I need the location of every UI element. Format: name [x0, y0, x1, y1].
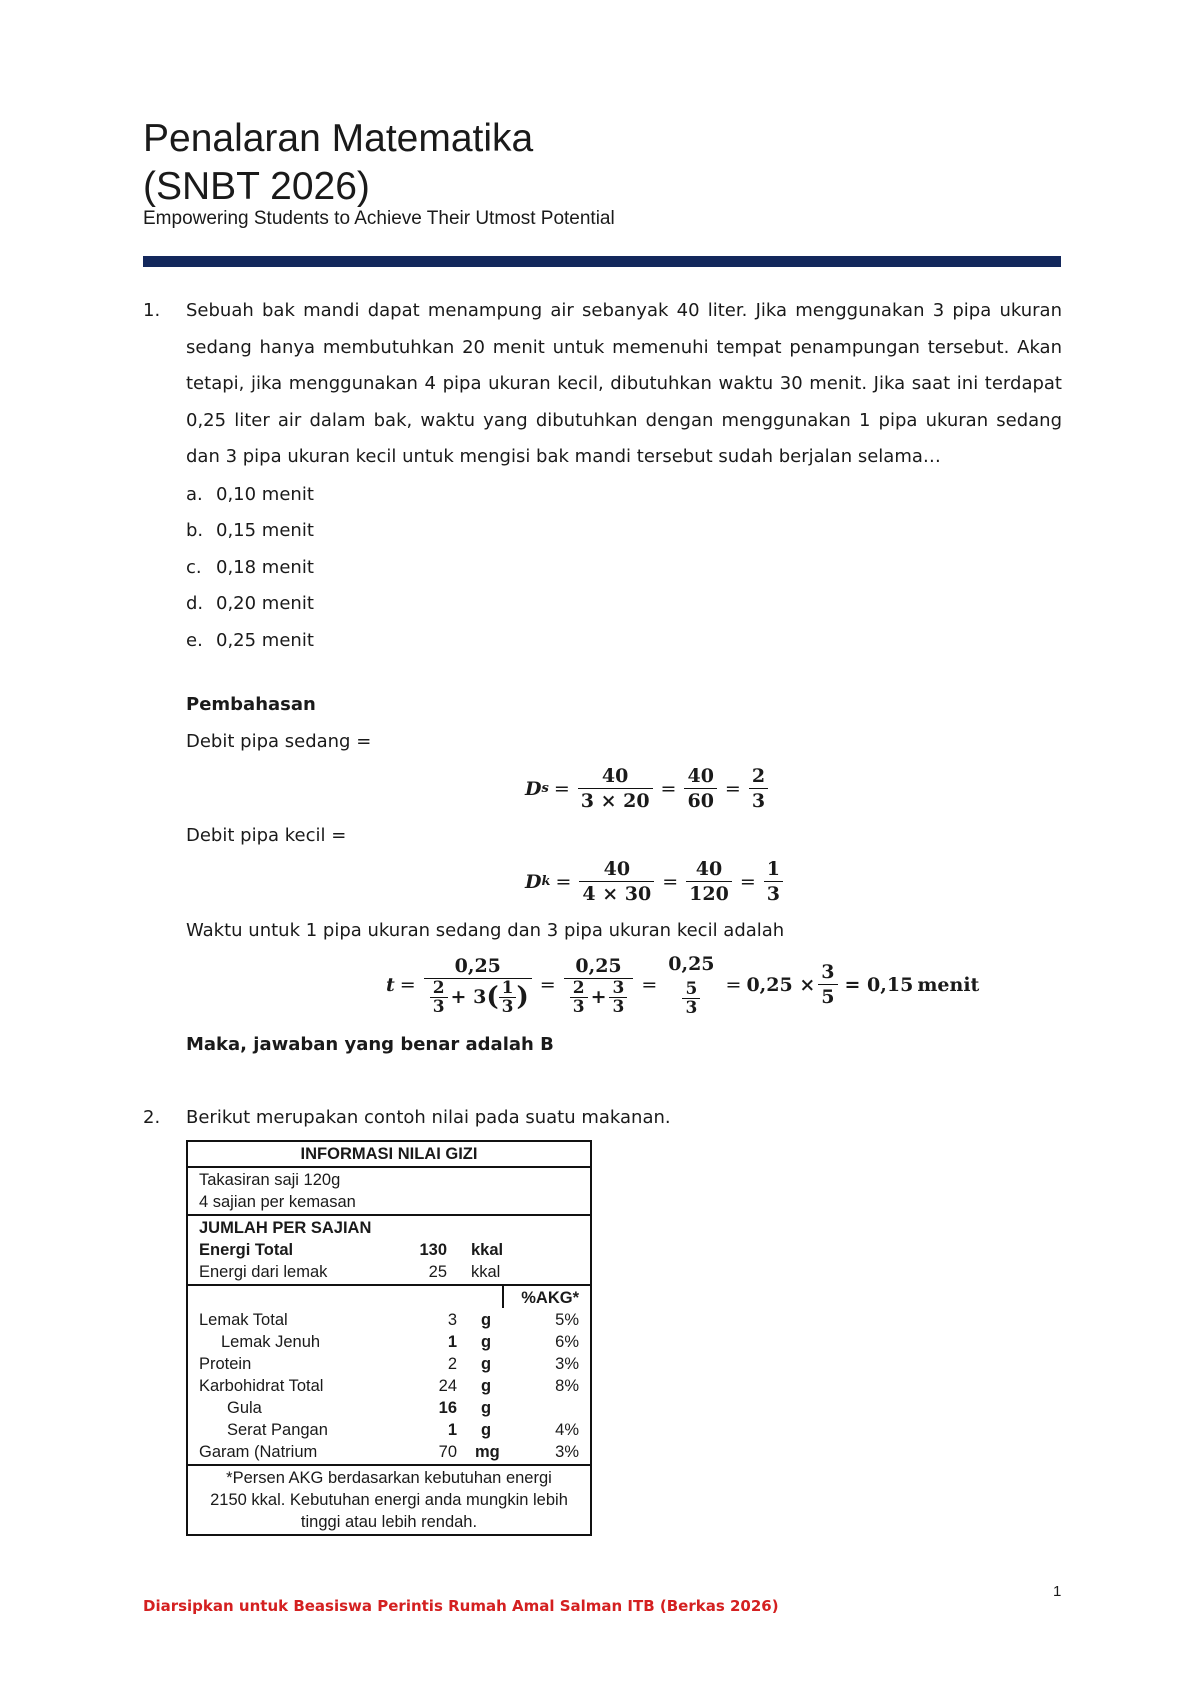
numerator: 2	[572, 977, 585, 998]
energy-total-row	[199, 1239, 579, 1261]
row-value: 25	[428, 1263, 447, 1281]
plus: +	[590, 986, 607, 1008]
equation-debit-sedang	[525, 764, 771, 813]
waktu-label: Waktu untuk 1 pipa ukuran sedang dan 3 pipa ukuran kecil adalah	[186, 920, 785, 941]
fraction	[430, 979, 448, 1016]
page-title	[143, 115, 533, 211]
row-unit: g	[481, 1333, 492, 1351]
row-unit: mg	[475, 1443, 500, 1461]
question-1-number: 1.	[143, 300, 161, 321]
option-c[interactable]	[186, 550, 314, 586]
numerator: 1	[501, 977, 514, 998]
row-label: Energi dari lemak	[199, 1263, 328, 1281]
numerator: 5	[685, 979, 698, 999]
row-label: Energi Total	[199, 1241, 294, 1259]
row-value: 16	[438, 1399, 457, 1417]
servings-per-pack: 4 sajian per kemasan	[199, 1193, 356, 1211]
fraction	[665, 952, 717, 1017]
denominator: 3	[570, 997, 588, 1016]
nutrient-row	[199, 1375, 579, 1397]
denominator: 3	[499, 997, 517, 1016]
row-label: Serat Pangan	[227, 1421, 328, 1439]
page-number: 1	[1053, 1583, 1062, 1600]
numerator: 0,25	[668, 953, 715, 975]
title-line-1: Penalaran Matematika	[143, 117, 534, 160]
row-value: 70	[438, 1443, 457, 1461]
row-value: 1	[447, 1421, 457, 1439]
numerator: 2	[432, 977, 445, 998]
equals: =	[662, 870, 679, 893]
equation-waktu	[386, 952, 979, 1017]
denominator	[424, 978, 532, 1016]
debit-kecil-label: Debit pipa kecil =	[186, 825, 347, 846]
title-line-2: (SNBT 2026)	[143, 165, 370, 208]
fraction	[818, 960, 837, 1009]
var-d: D	[525, 870, 542, 893]
var-sub: k	[541, 874, 551, 889]
header-divider	[143, 256, 1061, 267]
question-2-number: 2.	[143, 1107, 161, 1128]
table-note: *Persen AKG berdasarkan kebutuhan energi 2150 kkal. Kebutuhan energi anda mungkin lebih tinggi atau lebih rendah.	[210, 1469, 568, 1531]
option-letter: d.	[186, 593, 204, 614]
numerator: 40	[601, 765, 629, 787]
equals: =	[641, 973, 658, 996]
table-title: INFORMASI NILAI GIZI	[188, 1142, 590, 1168]
option-b[interactable]	[186, 513, 314, 549]
result-unit: menit	[917, 973, 980, 996]
option-letter: b.	[186, 520, 204, 541]
numerator: 40	[695, 858, 723, 880]
row-unit: g	[481, 1399, 492, 1417]
numerator: 1	[766, 858, 780, 880]
nutrient-row	[199, 1353, 579, 1375]
fraction	[682, 980, 700, 1017]
nutrients-section	[188, 1286, 590, 1466]
nutrient-row	[199, 1309, 579, 1331]
option-a[interactable]	[186, 477, 314, 513]
plus: +	[450, 986, 467, 1008]
option-letter: e.	[186, 630, 203, 651]
fraction	[686, 857, 732, 906]
numerator: 3	[821, 961, 835, 983]
equals: =	[660, 777, 677, 800]
page-subtitle: Empowering Students to Achieve Their Utmost Potential	[143, 208, 615, 229]
option-text: 0,18 menit	[216, 557, 314, 578]
akg-header: %AKG*	[521, 1289, 579, 1307]
fraction	[609, 979, 627, 1016]
coefficient: 3	[473, 986, 487, 1008]
nutrient-row	[199, 1397, 579, 1419]
denominator: 4 × 30	[579, 881, 654, 906]
row-akg: 8%	[555, 1377, 579, 1395]
per-serving-heading: JUMLAH PER SAJIAN	[199, 1219, 372, 1237]
option-text: 0,20 menit	[216, 593, 314, 614]
equals: =	[739, 870, 756, 893]
denominator: 120	[686, 881, 732, 906]
var-t: t	[386, 973, 395, 996]
row-unit: kkal	[471, 1263, 501, 1281]
fraction	[570, 979, 588, 1016]
row-value: 130	[419, 1241, 447, 1259]
fraction	[499, 979, 517, 1016]
row-label: Gula	[227, 1399, 262, 1417]
option-text: 0,15 menit	[216, 520, 314, 541]
equals: =	[399, 973, 416, 996]
numerator: 0,25	[575, 954, 622, 977]
option-text: 0,10 menit	[216, 484, 314, 505]
equation-debit-kecil	[525, 857, 786, 906]
nutrient-row	[199, 1331, 579, 1353]
row-value: 24	[438, 1377, 457, 1395]
option-letter: a.	[186, 484, 203, 505]
fraction	[749, 764, 768, 813]
numerator: 40	[603, 858, 631, 880]
fraction	[579, 857, 654, 906]
fraction	[578, 764, 653, 813]
fraction	[424, 954, 532, 1016]
denominator: 3	[609, 997, 627, 1016]
numerator: 2	[751, 765, 766, 787]
fraction	[764, 857, 783, 906]
result: = 0,15	[844, 973, 914, 996]
row-label: Protein	[199, 1355, 252, 1373]
option-e[interactable]	[186, 623, 314, 659]
denominator: 60	[684, 788, 716, 813]
energy-fat-row	[199, 1261, 579, 1283]
denominator: 3	[682, 998, 700, 1017]
row-unit: kkal	[471, 1241, 504, 1259]
row-unit: g	[481, 1355, 492, 1373]
solution-conclusion: Maka, jawaban yang benar adalah B	[186, 1034, 554, 1055]
row-value: 1	[447, 1333, 457, 1351]
akg-header-row	[199, 1287, 579, 1309]
numerator: 40	[687, 765, 714, 787]
equals: =	[539, 973, 556, 996]
denominator: 3	[749, 788, 768, 813]
multiplier: 0,25 ×	[746, 973, 816, 996]
row-akg: 3%	[555, 1355, 579, 1373]
question-1-text: Sebuah bak mandi dapat menampung air sebanyak 40 liter. Jika menggunakan 3 pipa ukuran sedang hanya membutuhkan 20 menit untuk memenuhi tempat penampungan tersebut. Akan tetapi, jika menggunakan 4 pipa ukuran kecil, dibutuhkan waktu 30 menit. Jika saat ini terdapat 0,25 liter air dalam bak, waktu yang dibutuhkan dengan menggunakan 1 pipa ukuran sedang dan 3 pipa ukuran kecil untuk mengisi bak mandi tersebut sudah berjalan selama…	[186, 300, 1062, 467]
nutrition-table	[186, 1140, 592, 1536]
row-value: 2	[447, 1355, 457, 1373]
var-sub: s	[541, 781, 549, 796]
numerator: 0,25	[454, 954, 501, 977]
footer-archive-note: Diarsipkan untuk Beasiswa Perintis Rumah Amal Salman ITB (Berkas 2026)	[143, 1597, 779, 1615]
row-label: Lemak Jenuh	[221, 1333, 321, 1351]
paren-open: (	[486, 982, 499, 1012]
serving-section	[188, 1168, 590, 1216]
row-value: 3	[447, 1311, 457, 1329]
denominator: 3	[430, 997, 448, 1016]
fraction	[564, 954, 634, 1016]
debit-sedang-label: Debit pipa sedang =	[186, 731, 372, 752]
row-unit: g	[481, 1377, 492, 1395]
denominator	[564, 978, 634, 1016]
serving-size: Takasiran saji 120g	[199, 1171, 341, 1189]
question-2-text: Berikut merupakan contoh nilai pada suatu makanan.	[186, 1107, 671, 1128]
row-akg: 6%	[555, 1333, 579, 1351]
equals: =	[725, 973, 742, 996]
row-label: Lemak Total	[199, 1311, 288, 1329]
var-d: D	[525, 777, 542, 800]
option-letter: c.	[186, 557, 202, 578]
row-unit: g	[481, 1311, 492, 1329]
nutrient-row	[199, 1419, 579, 1441]
row-label: Karbohidrat Total	[199, 1377, 324, 1395]
denominator: 3	[764, 881, 783, 906]
equals: =	[553, 777, 570, 800]
row-akg: 5%	[555, 1311, 579, 1329]
equals: =	[724, 777, 741, 800]
denominator: 5	[818, 984, 837, 1009]
paren-close: )	[516, 982, 529, 1012]
row-unit: g	[481, 1421, 492, 1439]
row-label: Garam (Natrium	[199, 1443, 318, 1461]
option-text: 0,25 menit	[216, 630, 314, 651]
option-d[interactable]	[186, 586, 314, 622]
equals: =	[555, 870, 572, 893]
numerator: 3	[612, 977, 625, 998]
denominator: 3 × 20	[578, 788, 653, 813]
denominator	[679, 976, 703, 1017]
energy-section	[188, 1216, 590, 1286]
nutrient-row	[199, 1441, 579, 1463]
row-akg: 4%	[555, 1421, 579, 1439]
solution-heading: Pembahasan	[186, 694, 316, 715]
row-akg: 3%	[555, 1443, 579, 1461]
fraction	[684, 764, 716, 813]
